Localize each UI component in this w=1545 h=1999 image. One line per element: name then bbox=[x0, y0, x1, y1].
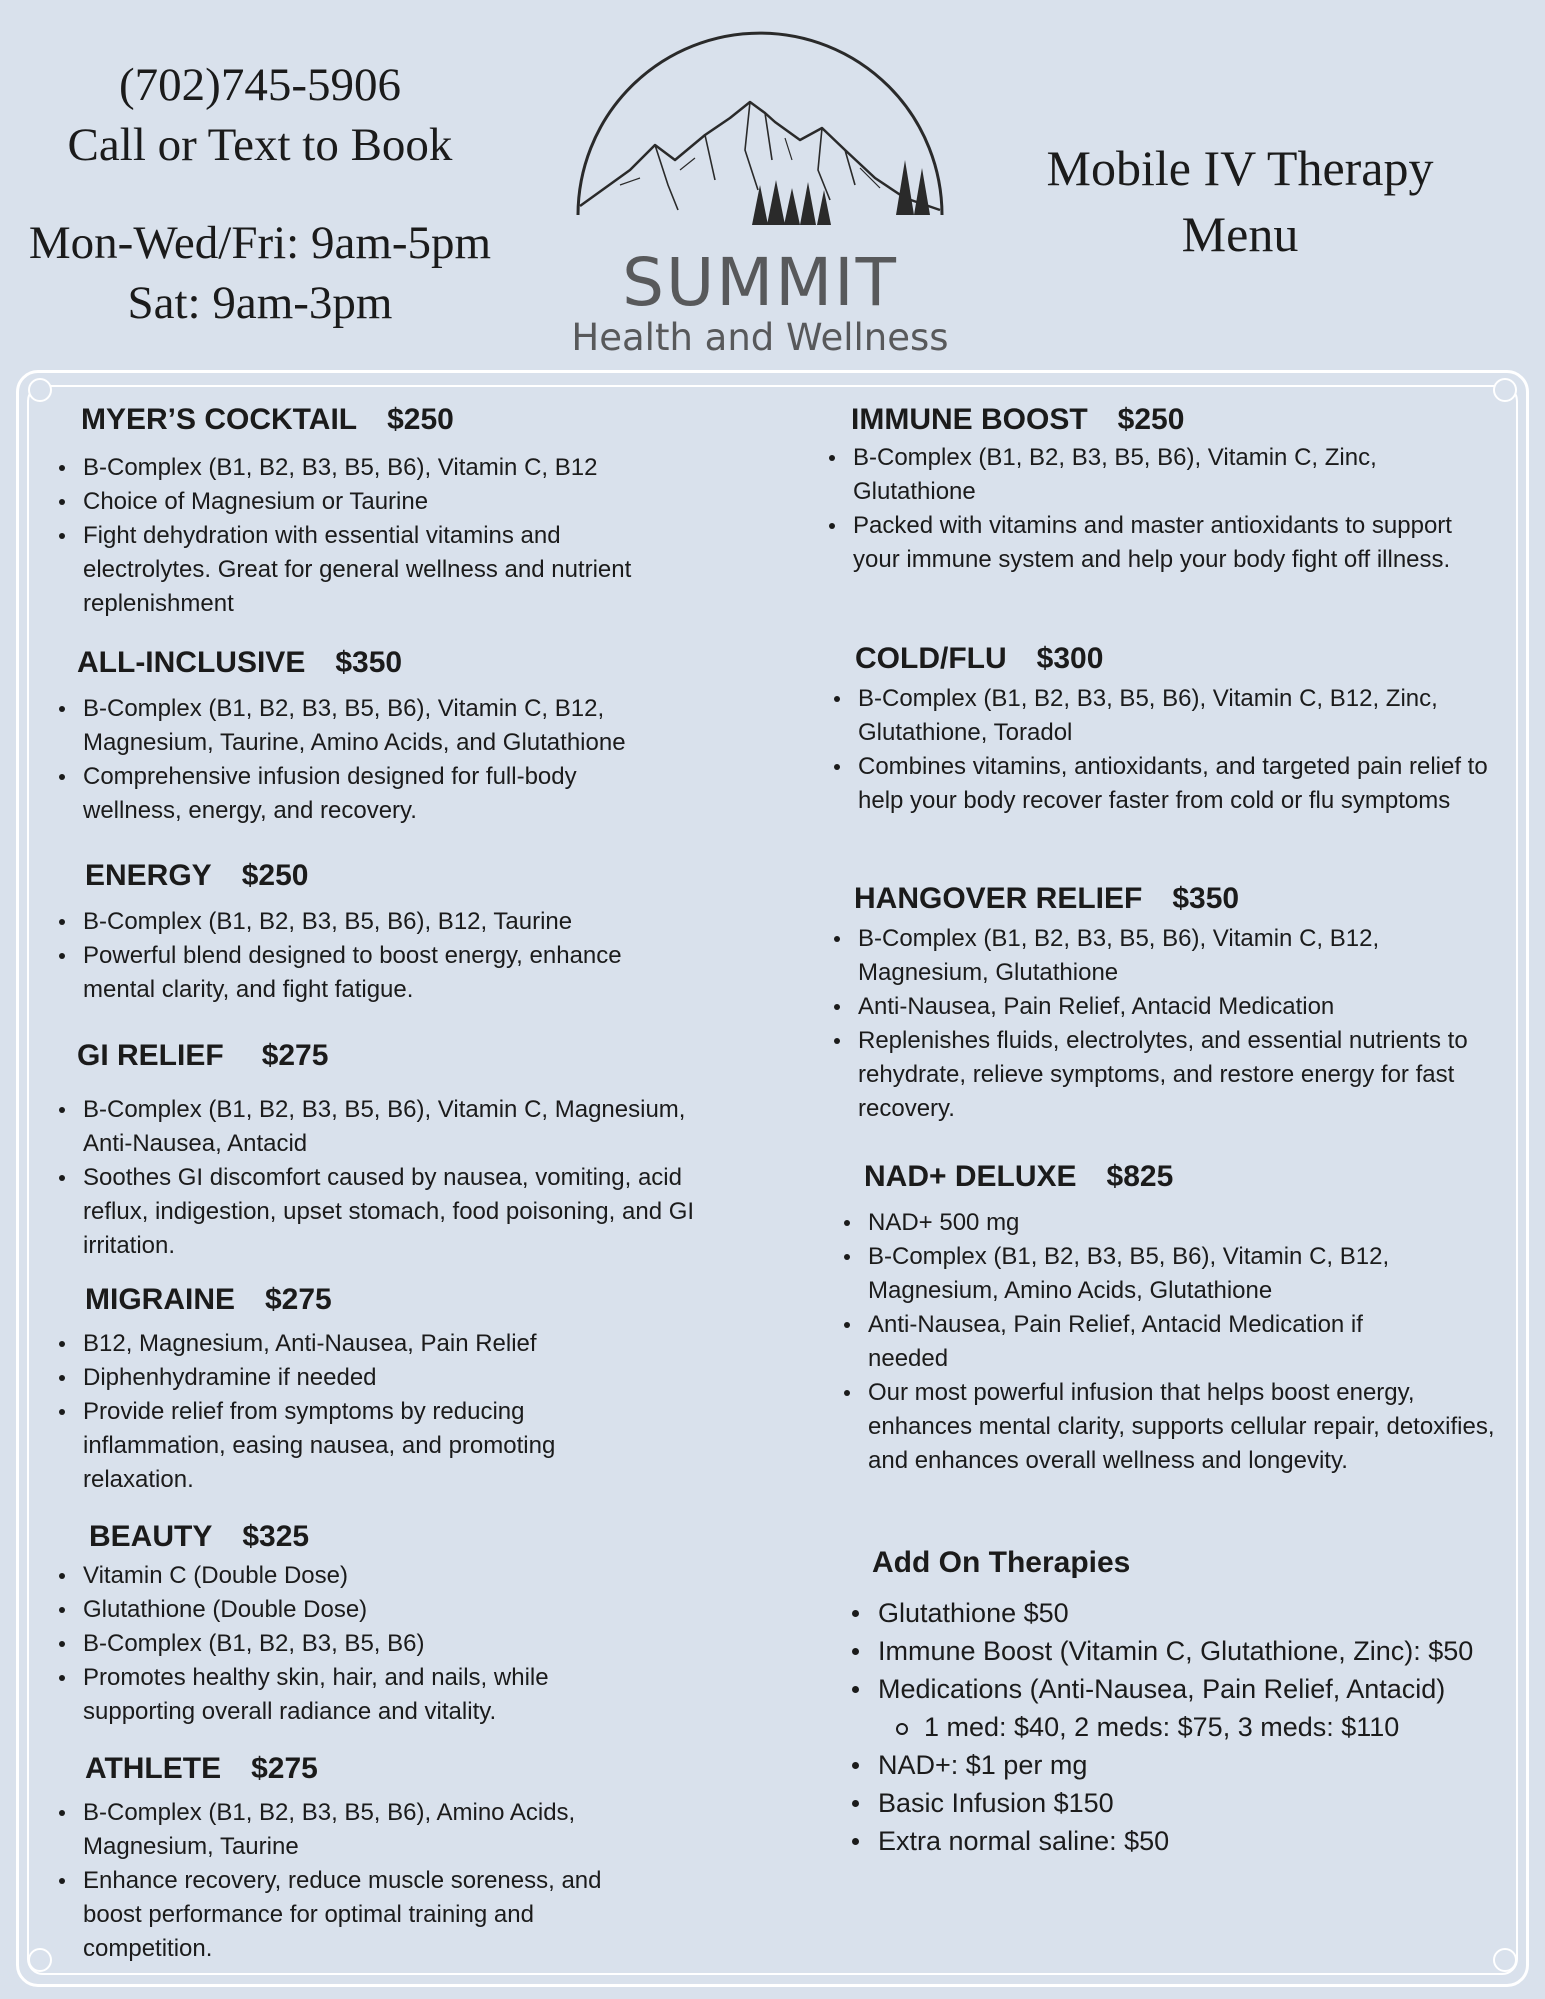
list-item: B-Complex (B1, B2, B3, B5, B6), Vitamin C, B12, Magnesium, Taurine, Amino Acids, and Glutathione bbox=[55, 692, 695, 760]
corner-ornament-icon bbox=[1493, 1948, 1517, 1972]
menu-item-gi-relief bbox=[55, 1031, 745, 1263]
page-title bbox=[1030, 135, 1450, 267]
call-to-book-text: Call or Text to Book bbox=[67, 119, 453, 171]
item-price: $250 bbox=[387, 403, 454, 436]
menu-item-header bbox=[825, 395, 1525, 445]
menu-item-all-inclusive bbox=[55, 638, 745, 828]
list-item: Diphenhydramine if needed bbox=[55, 1361, 745, 1395]
title-line-1: Mobile IV Therapy bbox=[1046, 140, 1434, 196]
hours-saturday: Sat: 9am-3pm bbox=[127, 277, 393, 329]
list-item: Comprehensive infusion designed for full-body wellness, energy, and recovery. bbox=[55, 760, 635, 828]
brand-name: SUMMIT bbox=[622, 244, 898, 321]
item-name: MIGRAINE bbox=[85, 1283, 235, 1316]
menu-item-header bbox=[55, 395, 745, 445]
list-item: Combines vitamins, antioxidants, and targeted pain relief to help your body recover faster from cold or flu symptoms bbox=[830, 750, 1510, 818]
item-name: GI RELIEF bbox=[77, 1039, 224, 1072]
corner-ornament-icon bbox=[28, 1948, 52, 1972]
list-item: Enhance recovery, reduce muscle soreness, and boost performance for optimal training and competition. bbox=[55, 1864, 655, 1966]
add-on-item: Immune Boost (Vitamin C, Glutathione, Zinc): $50 bbox=[846, 1632, 1526, 1670]
add-on-title: Add On Therapies bbox=[872, 1546, 1131, 1579]
list-item: Choice of Magnesium or Taurine bbox=[55, 485, 745, 519]
menu-item-hangover-relief bbox=[830, 874, 1530, 1126]
item-name: ALL-INCLUSIVE bbox=[77, 646, 306, 679]
list-item: Glutathione (Double Dose) bbox=[55, 1593, 745, 1627]
menu-item-nad-deluxe bbox=[840, 1152, 1520, 1478]
item-price: $825 bbox=[1106, 1160, 1174, 1193]
summit-logo bbox=[560, 10, 960, 359]
list-item: Soothes GI discomfort caused by nausea, vomiting, acid reflux, indigestion, upset stomach, food poisoning, and GI irritation. bbox=[55, 1161, 735, 1263]
item-name: HANGOVER RELIEF bbox=[854, 882, 1143, 915]
add-on-item: Extra normal saline: $50 bbox=[846, 1822, 1526, 1860]
contact-block bbox=[20, 55, 500, 333]
list-item: Vitamin C (Double Dose) bbox=[55, 1559, 745, 1593]
menu-item-header bbox=[55, 1275, 745, 1325]
add-on-item: Medications (Anti-Nausea, Pain Relief, Antacid) bbox=[846, 1670, 1526, 1708]
list-item: B-Complex (B1, B2, B3, B5, B6), Vitamin C, B12, Magnesium, Amino Acids, Glutathione bbox=[840, 1240, 1440, 1308]
menu-item-header bbox=[830, 874, 1530, 924]
add-on-item: NAD+: $1 per mg bbox=[846, 1746, 1526, 1784]
list-item: NAD+ 500 mg bbox=[840, 1206, 1520, 1240]
brand-tagline: Health and Wellness bbox=[571, 316, 949, 359]
item-price: $350 bbox=[335, 646, 403, 679]
item-price: $275 bbox=[251, 1752, 318, 1785]
list-item: Provide relief from symptoms by reducing inflammation, easing nausea, and promoting relaxation. bbox=[55, 1395, 615, 1497]
item-price: $325 bbox=[242, 1520, 310, 1553]
hours-weekday: Mon-Wed/Fri: 9am-5pm bbox=[28, 217, 492, 269]
menu-item-athlete bbox=[55, 1744, 745, 1966]
list-item: B-Complex (B1, B2, B3, B5, B6), Vitamin C, Zinc, Glutathione bbox=[825, 441, 1425, 509]
add-on-subitem: 1 med: $40, 2 meds: $75, 3 meds: $110 bbox=[846, 1708, 1526, 1746]
item-price: $350 bbox=[1172, 882, 1240, 915]
corner-ornament-icon bbox=[28, 378, 52, 402]
add-on-therapies bbox=[846, 1538, 1526, 1860]
list-item: Packed with vitamins and master antioxidants to support your immune system and help your body fight off illness. bbox=[825, 509, 1505, 577]
menu-item-beauty bbox=[55, 1515, 745, 1729]
item-name: ATHLETE bbox=[85, 1752, 222, 1785]
title-line-2: Menu bbox=[1181, 206, 1299, 262]
item-price: $275 bbox=[265, 1283, 332, 1316]
menu-item-immune-boost bbox=[825, 395, 1525, 577]
menu-item-energy bbox=[55, 851, 745, 1007]
list-item: B-Complex (B1, B2, B3, B5, B6), Vitamin C, Magnesium, Anti-Nausea, Antacid bbox=[55, 1093, 715, 1161]
list-item: Replenishes fluids, electrolytes, and essential nutrients to rehydrate, relieve symptoms, and restore energy for fast recovery. bbox=[830, 1024, 1530, 1126]
menu-item-header bbox=[55, 638, 745, 688]
menu-item-cold-flu bbox=[830, 634, 1530, 818]
item-name: NAD+ DELUXE bbox=[864, 1160, 1077, 1193]
list-item: Anti-Nausea, Pain Relief, Antacid Medication bbox=[830, 990, 1530, 1024]
item-price: $250 bbox=[241, 859, 309, 892]
list-item: B-Complex (B1, B2, B3, B5, B6), Amino Acids, Magnesium, Taurine bbox=[55, 1796, 615, 1864]
list-item: B-Complex (B1, B2, B3, B5, B6), B12, Taurine bbox=[55, 905, 745, 939]
item-price: $275 bbox=[261, 1039, 329, 1072]
add-on-item: Basic Infusion $150 bbox=[846, 1784, 1526, 1822]
list-item: Promotes healthy skin, hair, and nails, while supporting overall radiance and vitality. bbox=[55, 1661, 615, 1729]
menu-item-header bbox=[55, 1031, 745, 1081]
menu-item-header bbox=[830, 634, 1530, 684]
menu-item-myers-cocktail bbox=[55, 395, 745, 621]
menu-item-header bbox=[55, 1515, 745, 1559]
item-price: $300 bbox=[1036, 642, 1104, 675]
item-name: BEAUTY bbox=[89, 1520, 213, 1553]
list-item: Powerful blend designed to boost energy, enhance mental clarity, and fight fatigue. bbox=[55, 939, 675, 1007]
item-name: IMMUNE BOOST bbox=[851, 403, 1088, 436]
add-on-item: Glutathione $50 bbox=[846, 1594, 1526, 1632]
list-item: B-Complex (B1, B2, B3, B5, B6), Vitamin C, B12 bbox=[55, 451, 745, 485]
item-price: $250 bbox=[1117, 403, 1185, 436]
list-item: Anti-Nausea, Pain Relief, Antacid Medication if needed bbox=[840, 1308, 1440, 1376]
mountain-logo-icon bbox=[560, 10, 960, 250]
item-name: COLD/FLU bbox=[855, 642, 1007, 675]
list-item: Fight dehydration with essential vitamins and electrolytes. Great for general wellness and nutrient replenishment bbox=[55, 519, 675, 621]
list-item: B-Complex (B1, B2, B3, B5, B6) bbox=[55, 1627, 745, 1661]
item-name: MYER’S COCKTAIL bbox=[81, 403, 358, 436]
item-name: ENERGY bbox=[85, 859, 212, 892]
menu-item-migraine bbox=[55, 1275, 745, 1497]
menu-item-header bbox=[55, 1744, 745, 1794]
menu-item-header bbox=[840, 1152, 1520, 1202]
list-item: B-Complex (B1, B2, B3, B5, B6), Vitamin C, B12, Zinc, Glutathione, Toradol bbox=[830, 682, 1470, 750]
menu-item-header bbox=[55, 851, 745, 901]
phone-number[interactable]: (702)745-5906 bbox=[119, 59, 401, 111]
list-item: B-Complex (B1, B2, B3, B5, B6), Vitamin C, B12, Magnesium, Glutathione bbox=[830, 922, 1430, 990]
list-item: B12, Magnesium, Anti-Nausea, Pain Relief bbox=[55, 1327, 745, 1361]
list-item: Our most powerful infusion that helps boost energy, enhances mental clarity, supports cellular repair, detoxifies, and enhances overall wellness and longevity. bbox=[840, 1376, 1500, 1478]
